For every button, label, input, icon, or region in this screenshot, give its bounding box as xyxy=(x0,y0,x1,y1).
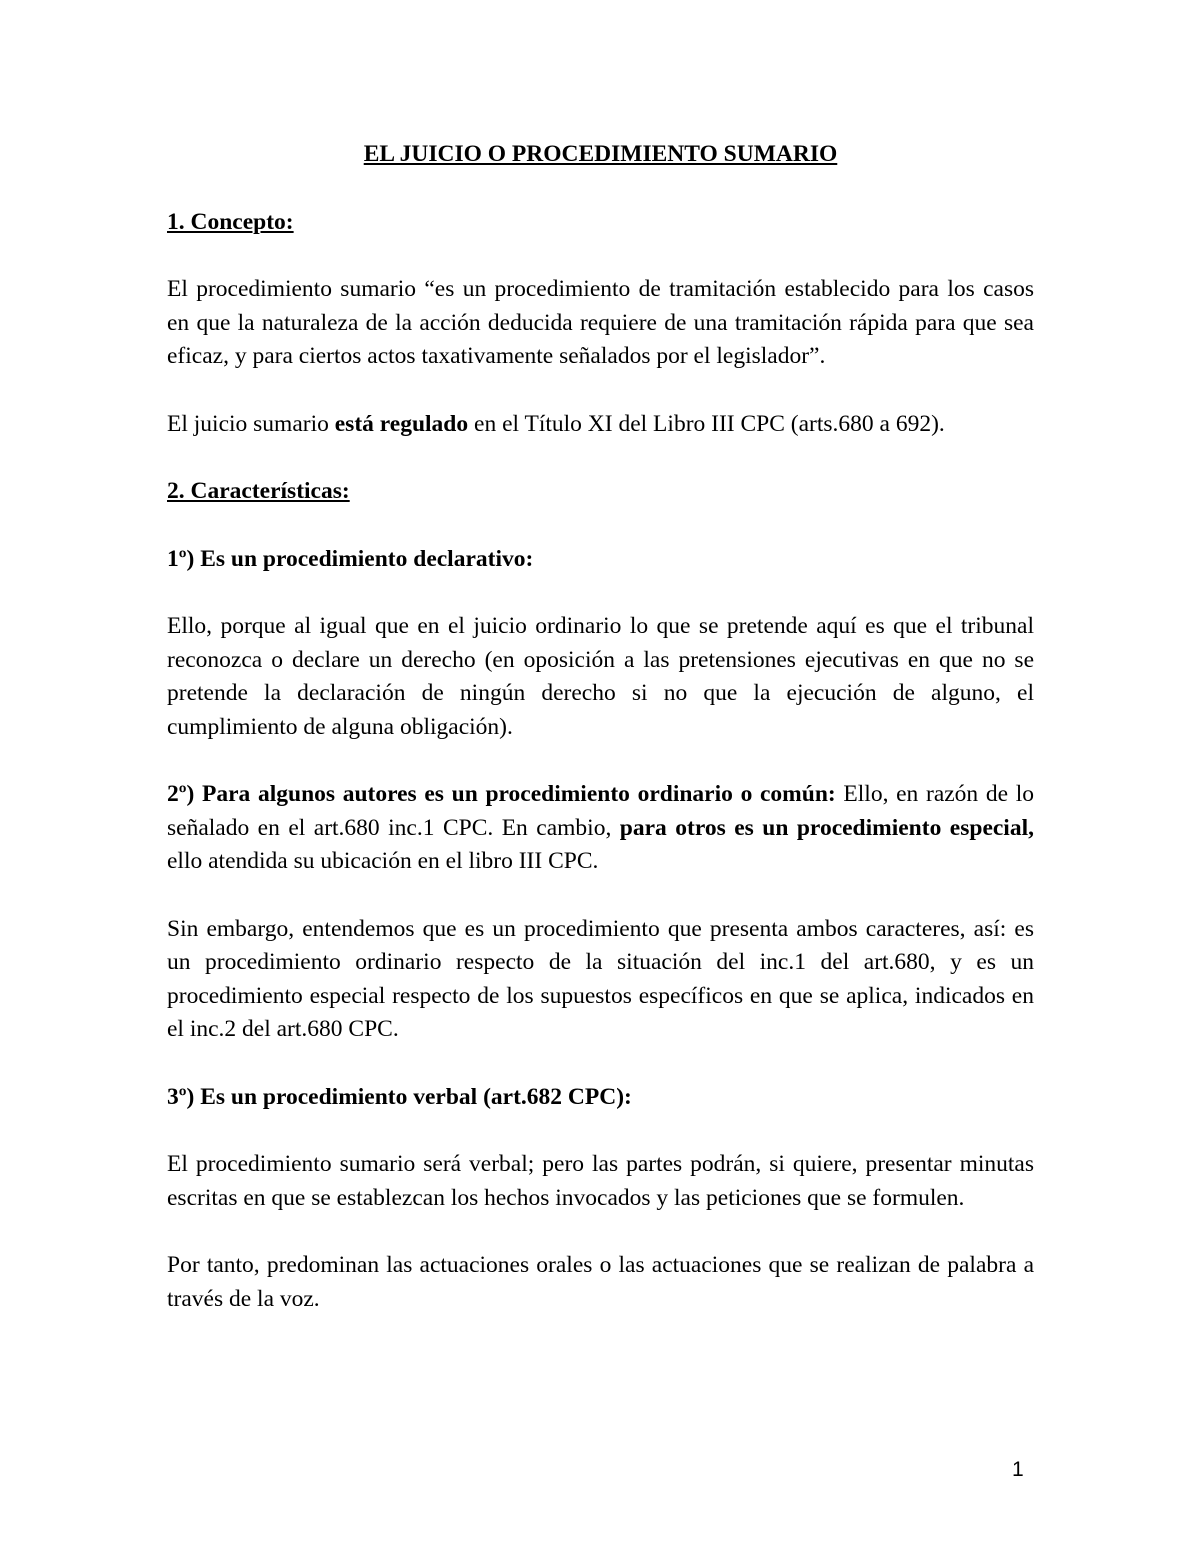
regulacion-text-start: El juicio sumario xyxy=(167,410,335,437)
section-heading-caracteristicas: 2. Características: xyxy=(167,478,350,504)
page-number: 1 xyxy=(1012,1458,1024,1481)
item2-bold-1: 2º) Para algunos autores es un procedimiento ordinario o común: xyxy=(167,781,836,807)
regulacion-bold: está regulado xyxy=(334,410,469,437)
item1-heading: 1º) Es un procedimiento declarativo: xyxy=(167,545,534,572)
item2-paragraph xyxy=(167,778,1034,879)
item3-paragraph-2: Por tanto, predominan las actuaciones orales o las actuaciones que se realizan de palabra a través de la voz. xyxy=(167,1252,1034,1312)
document-title: EL JUICIO O PROCEDIMIENTO SUMARIO xyxy=(363,141,838,167)
item3-paragraph-1: El procedimiento sumario será verbal; pero las partes podrán, si quiere, presentar minutas escritas en que se establezcan los hechos invocados y las peticiones que se formulen. xyxy=(167,1151,1034,1211)
concepto-paragraph: El procedimiento sumario “es un procedimiento de tramitación establecido para los casos en que la naturaleza de la acción deducida requiere de una tramitación rápida para que sea eficaz, y para ciertos actos taxativamente señalados por el legislador”. xyxy=(167,276,1034,369)
item1-paragraph: Ello, porque al igual que en el juicio ordinario lo que se pretende aquí es que el tribunal reconozca o declare un derecho (en oposición a las pretensiones ejecutivas en que no se pretende la declaración de ningún derecho si no que la ejecución de alguno, el cumplimiento de alguna obligación). xyxy=(167,613,1034,740)
regulacion-paragraph xyxy=(167,408,1034,442)
item2-text-1: Ello, en razón de lo señalado en el art.680 inc.1 CPC. En cambio, xyxy=(167,781,1034,841)
section-heading-concepto: 1. Concepto: xyxy=(167,208,294,235)
regulacion-text-end: en el Título XI del Libro III CPC (arts.680 a 692). xyxy=(468,410,945,437)
item2-bold-2: para otros es un procedimiento especial, xyxy=(619,814,1034,841)
item2-text-2: ello atendida su ubicación en el libro III CPC. xyxy=(167,848,599,874)
item2-paragraph-2: Sin embargo, entendemos que es un procedimiento que presenta ambos caracteres, así: es un procedimiento ordinario respecto de la situación del inc.1 del art.680, y es un procedimiento especial respecto de los supuestos específicos en que se aplica, indicados en el inc.2 del art.680 CPC. xyxy=(167,915,1034,1042)
item3-heading: 3º) Es un procedimiento verbal (art.682 CPC): xyxy=(167,1083,632,1110)
document-page xyxy=(167,138,1034,1350)
